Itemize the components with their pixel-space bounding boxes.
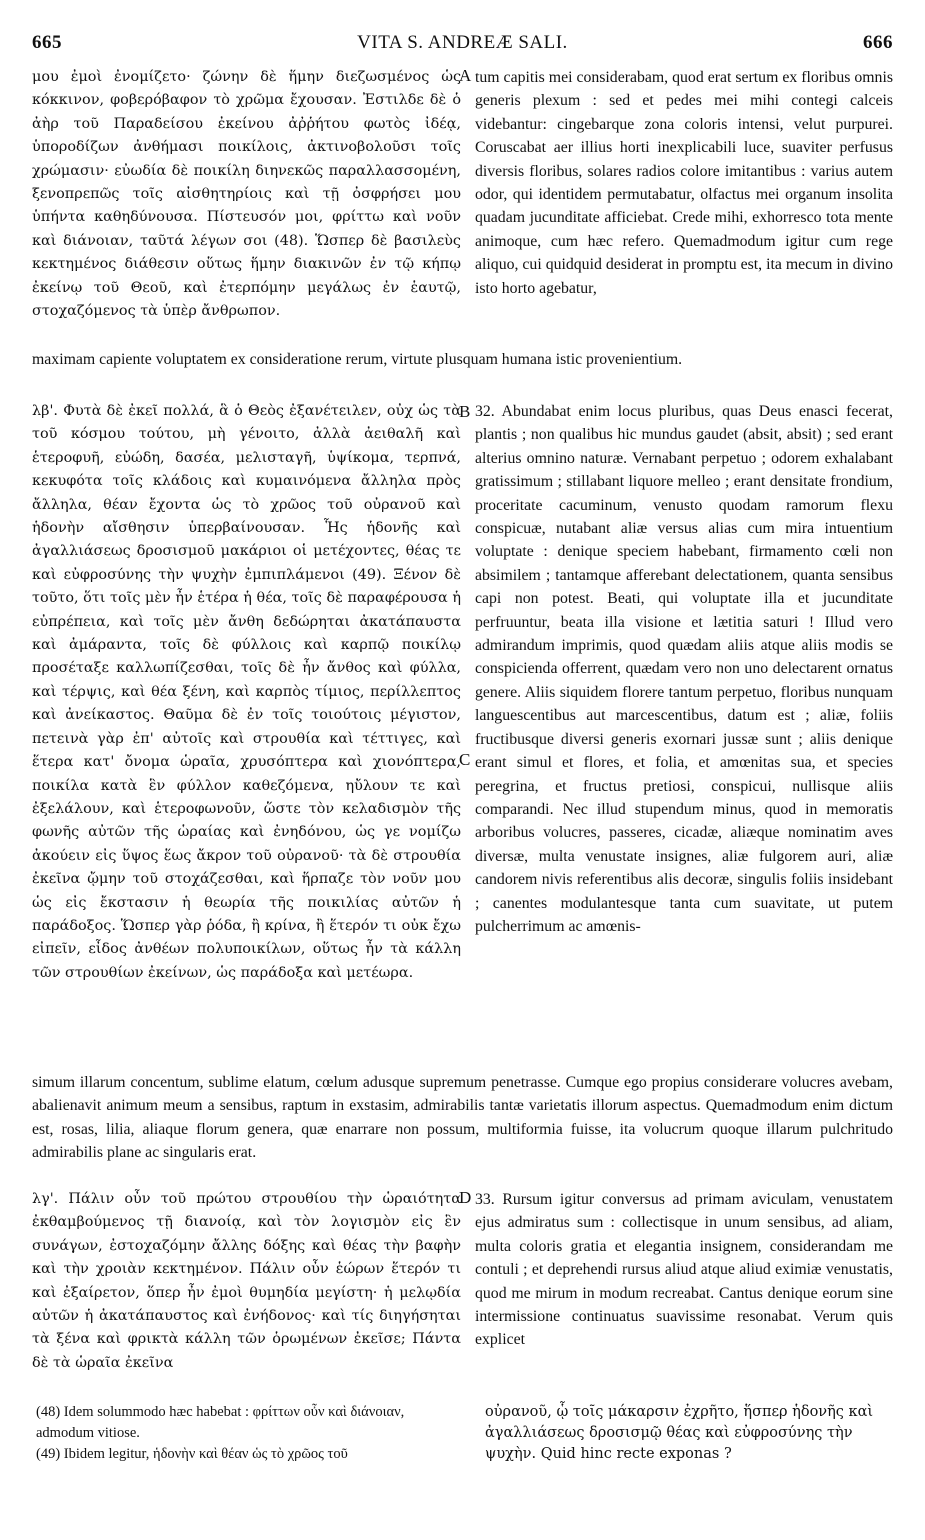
margin-marker-a: A [459, 66, 472, 85]
latin-full-width-block-1 [32, 348, 893, 371]
latin-paragraph: 32. Abundabat enim locus pluribus, quas Deus enasci fecerat, plantis ; non qualibus hic mundus gaudet (absit, absit) ; sed erant alterius omnino naturæ. Vernabant perpetuo ; odorem exhalabant gratissimum ; stillabant liquore melleo ; erant densitate frondium, proceritate cacuminum, venusto quodam ramorum flexu conspicuæ, nutabant aliæ versus alias cum mira intuentium voluptate : denique speciem habebant, firmamento cœli non absimilem ; tantamque afferebant delectationem, quanta sensibus capi non potest. Beati, qui voluptate illa et jucunditate perfruuntur, beata illa visione et lætitia saturi ! Illud vero admirandum imprimis, quod quædam aliis atque aliis modis se conspicienda offerrent, quædam vero non uno delectarent ornatus genere. Aliis siquidem florere tantum perpetuo, floribus nunquam languescentibus aut marcescentibus, datum est ; aliæ, foliis fructibusque diversi generis exornari jussæ sunt ; aliis denique erant simul et flores, et folia, et amœnitas sua, et species peregrina, et fructus pretiosi, conspicui, nullisque aliis comparandi. Nec illud stupendum minus, quod in memoratis arboribus volucres, passeres, cicadæ, aliæque nominatim aves diversæ, multa venustate insignes, aliæ fulgorem auri, aliæ candorem nivis referentibus alis decoræ, singulis foliis insidebant ; canentes modulantesque tanta cum suavitate, ut putem pulcherrimum ac amœnis- [475, 403, 893, 935]
footnote-49: (49) Ibidem legitur, ἡδονὴν καὶ θέαν ὡς τὸ χρῶος τοῦ [36, 1446, 348, 1462]
greek-column-block-2 [32, 400, 461, 1068]
latin-fullwidth-paragraph: maximam capiente voluptatem ex consideratione rerum, virtute plusquam humana istic provenientium. [32, 351, 683, 368]
margin-marker-b: B [459, 402, 471, 421]
latin-paragraph: 33. Rursum igitur conversus ad primam aviculam, venustatem ejus admiratus sum : collectisque in unum sensibus, ad aliam, multa coloris gratia et elegantia insignem, considerandam me contuli ; et deprehendi rursus aliud atque aliud eximiæ venustatis, quod me mirum in modum recreabat. Cantus denique eorum sine intermissione continuatus suavissime resonabat. Verum quis explicet [475, 1191, 893, 1349]
footnote-continuation: οὐρανοῦ, ᾧ τοῖς μάκαρσιν ἐχρῆτο, ἥσπερ ἡδονῆς καὶ ἀγαλλιάσεως δροσισμῷ θέας καὶ εὐφροσύνης τὴν ψυχὴν. Quid hinc recte exponas ? [485, 1404, 874, 1462]
footnote-48: (48) Idem solummodo hæc habebat : φρίττων οὖν καὶ διάνοιαν, admodum vitiose. [36, 1404, 405, 1441]
latin-full-width-block-2 [32, 1071, 893, 1165]
running-title: VITA S. ANDREÆ SALI. [357, 32, 568, 53]
greek-column-block-1 [32, 66, 461, 338]
latin-column-block-3 [475, 1188, 893, 1388]
page-number-left: 665 [32, 32, 62, 53]
margin-marker-d: D [459, 1188, 472, 1207]
latin-paragraph: tum capitis mei considerabam, quod erat sertum ex floribus omnis generis plexum : sed et pedes mei mihi contegi calceis videbantur: cingebarque zona coloris intensi, velut purpurei. Coruscabat aer illius horti inexplicabili luce, suaviter perfusus diversis floribus, solares radios colore imitantibus : varius autem odor, qui identidem permutabatur, olfactus mei organum insolita quadam jucunditate afficiebat. Crede mihi, exhorresco tota mente animoque, cum hæc refero. Quemadmodum igitur cum rege aliquo, cui quidquid desiderat in promptu est, ita mecum in divino isto horto agebatur, [475, 69, 893, 297]
footnote-right [485, 1402, 890, 1465]
greek-column-block-3 [32, 1188, 461, 1388]
latin-fullwidth-paragraph: simum illarum concentum, sublime elatum, cœlum adusque supremum penetrasse. Cumque ego propius considerare volucres avebam, abalienavit animum meum a sensibus, raptum in exstasim, admirabilis tantæ varietatis illorum aspectus. Quemadmodum enim dictum est, rosas, lilia, aliaque florum genera, quæ enarrare non possum, multiformia fuisse, ita volucrum quoque illarum pulchritudo admirabilis plane ac singularis erat. [32, 1074, 893, 1162]
footnotes-left [36, 1402, 456, 1465]
page-header [0, 32, 925, 62]
page-number-right: 666 [863, 32, 893, 53]
greek-paragraph: λβ'. Φυτὰ δὲ ἐκεῖ πολλά, ἃ ὁ Θεὸς ἐξανέτειλεν, οὐχ ὡς τὰ τοῦ κόσμου τούτου, μὴ γένοιτο, ἀλλὰ ἀειθαλῆ καὶ ἑτεροφυῆ, εὐώδη, δασέα, μελισταγῆ, ὑψίκομα, τερπνά, κεκυφότα τοῖς κλάδοις καὶ κυμαινόμενα ἄλληλα πρὸς ἄλληλα, θέαν ἔχοντα ὡς τὸ χρῶος τοῦ οὐρανοῦ καὶ ἡδονὴν αἴσθησιν ὑπερβαίνουσαν. Ἧς ἡδονῆς καὶ ἀγαλλιάσεως δροσισμοῦ μακάριοι οἱ μετέχοντες, θέας τε καὶ εὐφροσύνης τὴν ψυχὴν ἐμπιπλάμενοι (49). Ξένον δὲ τοῦτο, ὅτι τοῖς μὲν ἦν ἑτέρα ἡ θέα, τοῖς δὲ παραφέρουσα ἡ εὐπρέπεια, καὶ τοῖς μὲν ἄνθη δεδώρηται ἀκατάπαυστα καὶ ἀμάραντα, τοῖς δὲ φύλλοις καὶ καρπῷ ποικίλῳ προσέταξε καλλωπίζεσθαι, τοῖς δὲ ἦν ἄνθος καὶ φύλλα, καὶ τέρψις, καὶ θέα ξένη, καὶ καρπὸς τίμιος, περίλλεπτος καὶ ἀνείκαστος. Θαῦμα δὲ ἐν τοῖς τοιούτοις μέγιστον, πετεινὰ γὰρ ἐπ' αὐτοῖς καὶ στρουθία καὶ τέττιγες, καὶ ἕτερα κατ' ὄνομα ὡραῖα, χρυσόπτερα καὶ χιονόπτερα, ποικίλα κατὰ ἓν φύλλον καθεζόμενα, ηὔλουν τε καὶ ἐξελάλουν, καὶ ἑτεροφωνοῦν, ὥστε τὸν κελαδισμὸν τῆς φωνῆς αὐτῶν τῆς ὡραίας καὶ ἐνηδόνου, ὡς γε νομίζω ἀκούειν εἰς ὕψος ἕως ἄκρον τοῦ οὐρανοῦ· τὰ δὲ στρουθία ἐκεῖνα ᾤμην τοῦ στοχάζεσθαι, καὶ ἥρπαζε τὸν νοῦν μου ὡς εἰς ἔκστασιν ἡ θεωρία τῆς ποικιλίας αὐτῶν ἡ παράδοξος. Ὥσπερ γὰρ ῥόδα, ἢ κρίνα, ἢ ἕτερόν τι οὐκ ἔχω εἰπεῖν, εἶδος ἀνθέων πολυποικίλων, οὕτως ἦν τὰ κάλλη τῶν στρουθίων ἐκείνων, ὡς παράδοξα καὶ μετέωρα. [32, 403, 461, 981]
latin-column-block-2 [475, 400, 893, 1068]
greek-paragraph: μου ἐμοὶ ἐνομίζετο· ζώνην δὲ ἥμην διεζωσμένος ὡς κόκκινον, φοβερόβαφον τὸ χρῶμα ἔχουσαν. Ἐστιλδε δὲ ὁ ἀὴρ τοῦ Παραδείσου ἐκείνου ἀῤῥήτου φωτὸς ἰδέᾳ, ὑποροδίζων ἀνθήμασι ποικίλοις, ἀκτινοβολοῦσι τοῖς χρώμασιν· εὐωδία δὲ ποικίλη διηνεκῶς παραλλασσομένη, ξενοπρεπῶς τοῖς αἰσθητηρίοις καὶ τῇ ὀσφρήσει μου ὑπήντα καθηδύνουσα. Πίστευσόν μοι, φρίττω καὶ νοῦν καὶ διάνοιαν, ταῦτά λέγων σοι (48). Ὥσπερ δὲ βασιλεὺς κεκτημένος διάθεσιν οὕτως ἥμην διακινῶν ἐν τῷ κήπῳ ἐκείνῳ τοῦ Θεοῦ, καὶ ἐτερπόμην μεγάλως ἐν ἑαυτῷ, στοχαζόμενος τὰ ὑπὲρ ἄνθρωπον. [32, 69, 461, 320]
margin-marker-c: C [459, 750, 471, 769]
greek-paragraph: λγ'. Πάλιν οὖν τοῦ πρώτου στρουθίου τὴν ὡραιότητα ἐκθαμβούμενος τῇ διανοίᾳ, καὶ τὸν λογισμὸν εἰς ἓν συνάγων, ἐστοχαζόμην ἄλλης δόξης καὶ θέας τὴν βαφὴν καὶ τὴν χροιὰν κεκτημένον. Πάλιν οὖν ἑώρων ἕτερόν τι καὶ ἐξαίρετον, ὅπερ ἦν ἐμοὶ θυμηδία μεγίστη· ἡ μελῳδία αὐτῶν ἡ ἀκατάπαυστος καὶ ἐνήδονος· καὶ τίς διηγήσηται τὰ ξένα καὶ φρικτὰ κάλλη τῶν ὁρωμένων ἐκεῖσε; Πάντα δὲ τὰ ὡραῖα ἐκεῖνα [32, 1191, 461, 1371]
latin-column-block-1 [475, 66, 893, 338]
